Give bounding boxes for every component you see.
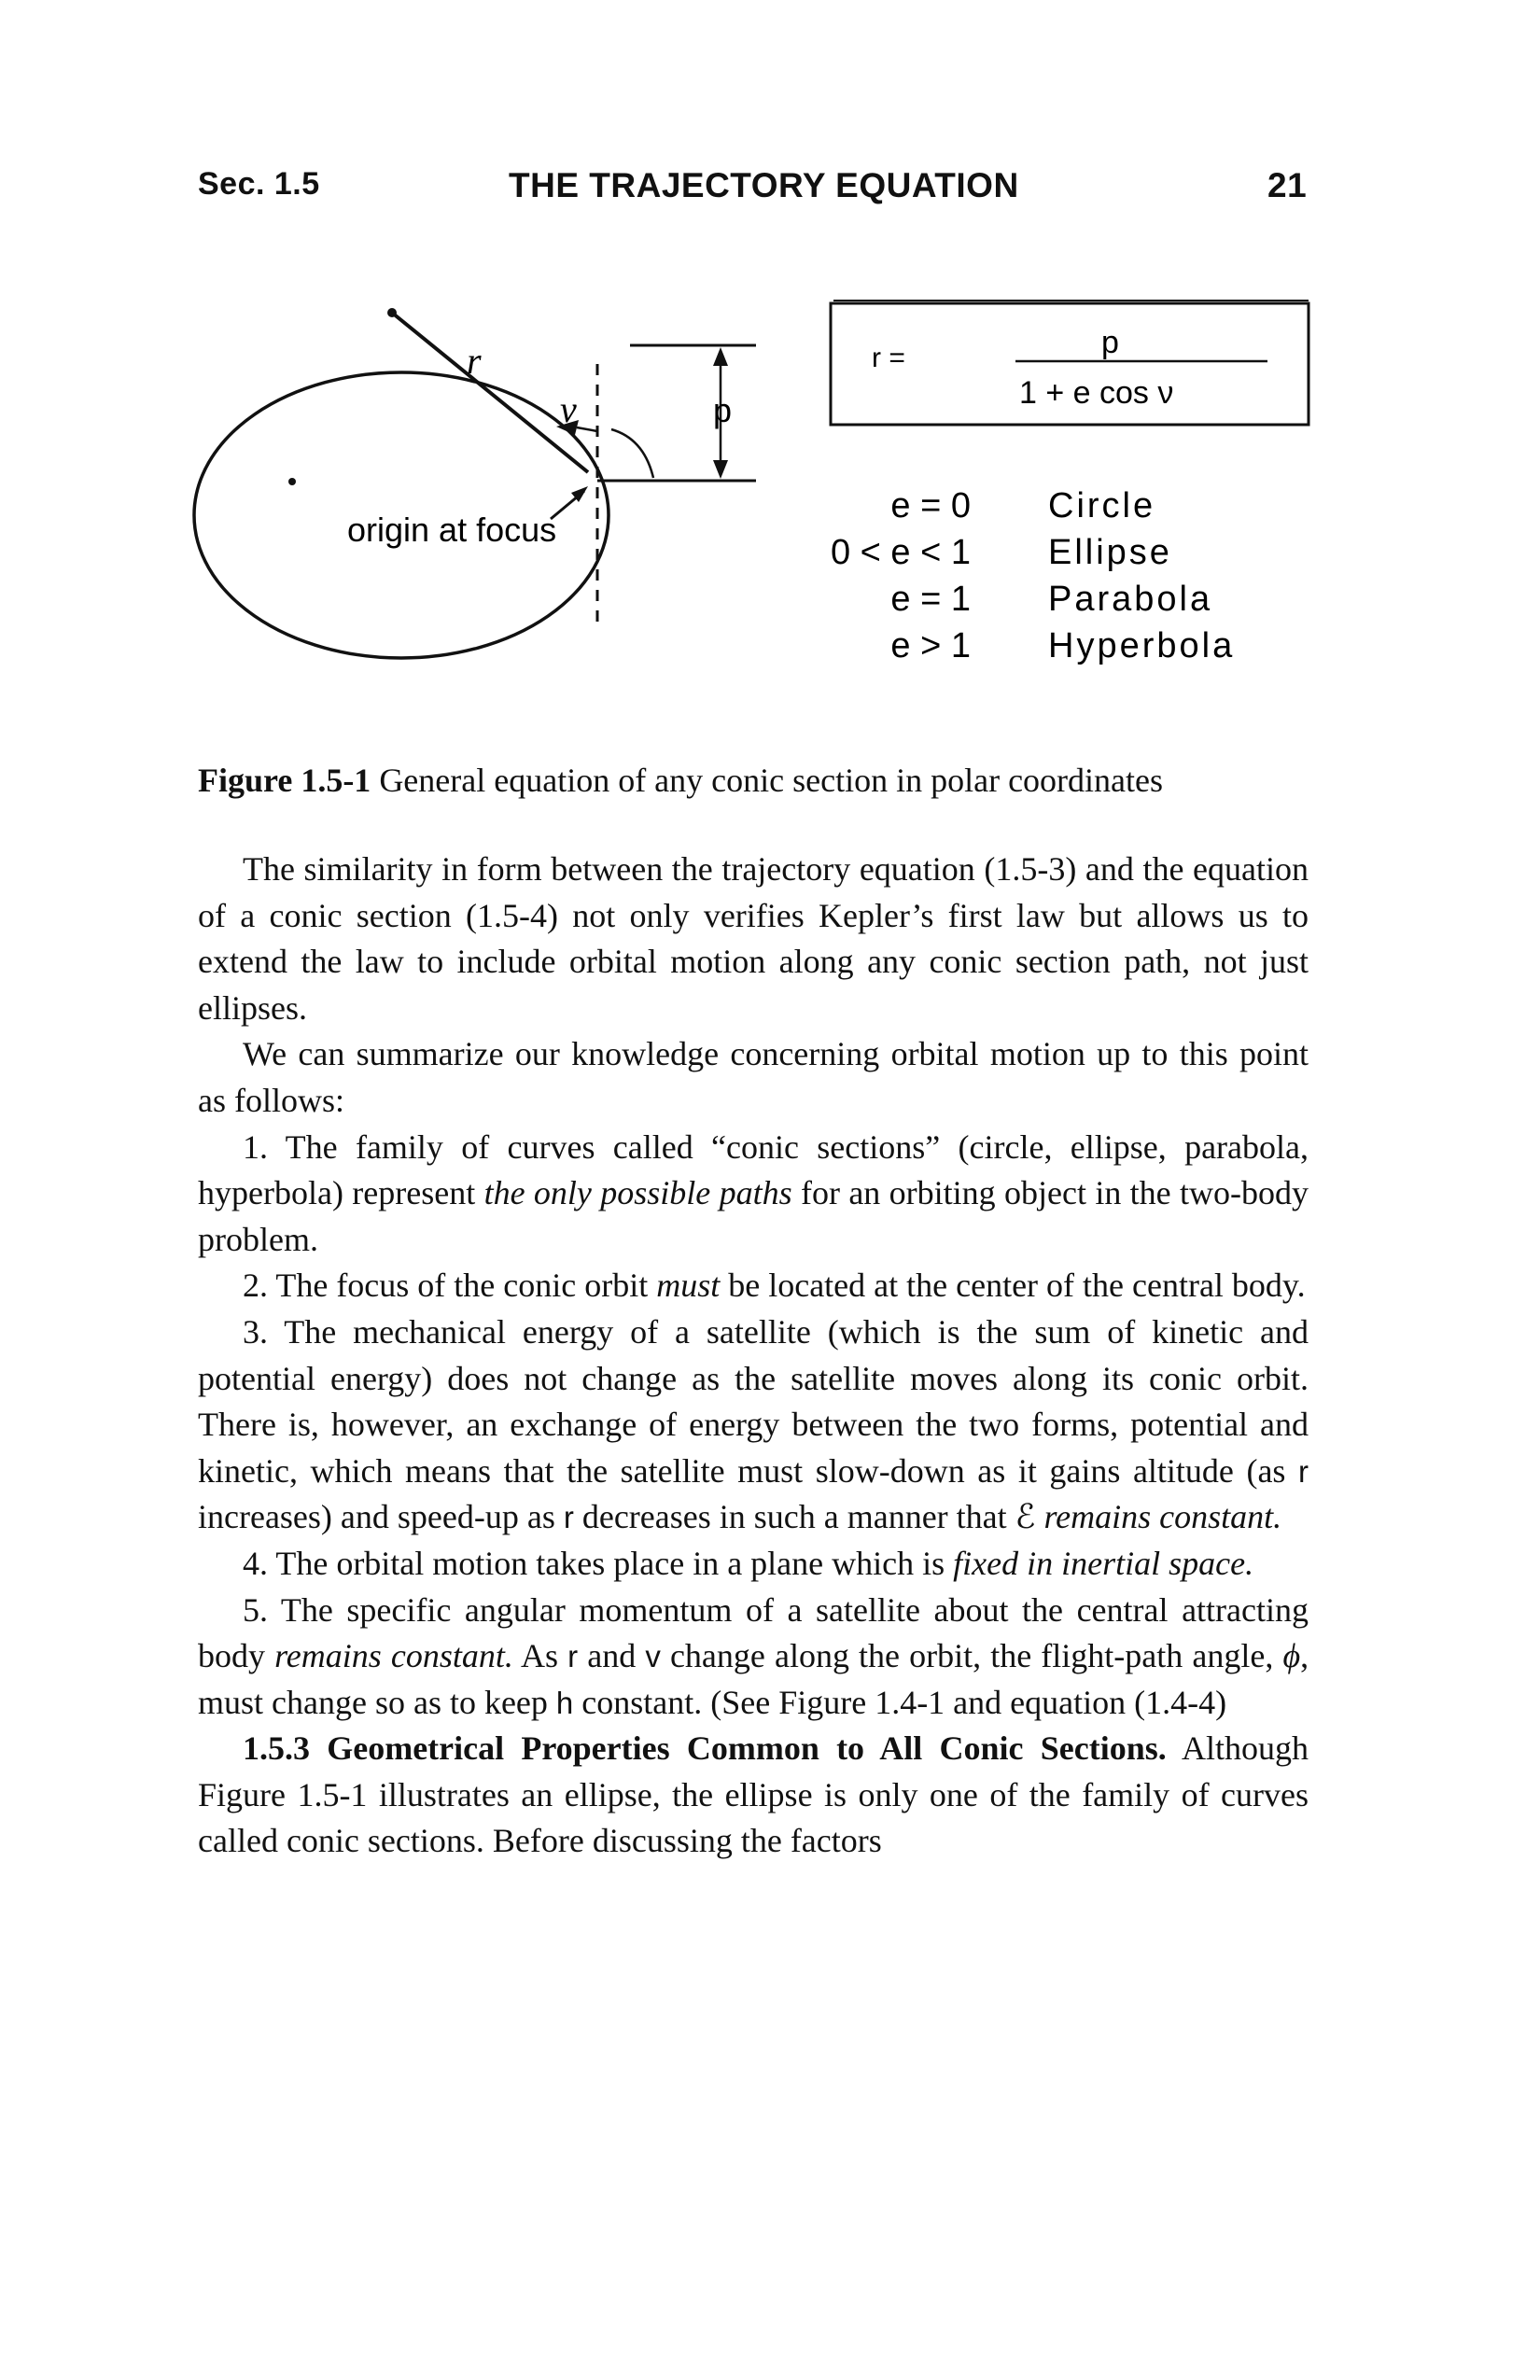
p-down-arrowhead (713, 460, 728, 479)
condition-circle: e = 0 (890, 486, 971, 525)
name-parabola: Parabola (1048, 580, 1213, 619)
item3-emphasis: remains constant. (1043, 1498, 1282, 1536)
item5-emphasis: remains constant. (274, 1637, 513, 1675)
figure-caption-text: General equation of any conic section in polar coordinates (379, 762, 1164, 799)
item1-text-b: for an orbiting object in the two-body problem. (198, 1174, 1309, 1258)
condition-ellipse: 0 < e < 1 (830, 533, 971, 572)
equation-numerator: p (1101, 325, 1119, 360)
running-title: THE TRAJECTORY EQUATION (509, 166, 1019, 204)
page-number: 21 (1267, 166, 1308, 204)
list-item-4 (198, 1541, 1309, 1588)
subsection-text: Although Figure 1.5-1 illustrates an ellipse, the ellipse is only one of the family of curves called conic sections. Before discussing the factors (198, 1729, 1309, 1860)
name-hyperbola: Hyperbola (1048, 626, 1236, 665)
item3-var-r2: r (563, 1500, 574, 1535)
figure-caption-label: Figure 1.5-1 (198, 762, 371, 799)
list-item-5 (198, 1588, 1309, 1727)
item5-var-v: v (645, 1639, 661, 1674)
equation-denominator: 1 + e cos ν (1019, 375, 1174, 411)
true-anomaly-arc (611, 429, 653, 478)
condition-hyperbola: e > 1 (890, 626, 971, 665)
item2-text-a: 2. The focus of the conic orbit (243, 1267, 649, 1305)
item5-var-h: h (555, 1685, 574, 1720)
item5-text-e: constant. (See Figure 1.4-1 and equation (1.4-4) (581, 1683, 1227, 1721)
conic-section-figure (0, 0, 1540, 747)
figure-caption (198, 761, 1163, 800)
item2-text-b: be located at the center of the central body. (728, 1267, 1306, 1305)
origin-focus-label: origin at focus (347, 511, 557, 549)
item5-var-r: r (567, 1639, 579, 1674)
paragraph-1: The similarity in form between the trajectory equation (1.5-3) and the equation of a conic section (1.5-4) not only verifies Kepler’s first law but allows us to extend the law to include orbital motion along any conic section path, not just ellipses. (198, 850, 1309, 1027)
list-item-1 (198, 1125, 1309, 1264)
equation-lhs: r = (872, 343, 905, 373)
item1-emphasis: the only possible paths (483, 1174, 792, 1212)
list-item-3 (198, 1309, 1309, 1541)
section-label: Sec. 1.5 (198, 166, 320, 202)
item3-energy-symbol: ℰ (1015, 1498, 1036, 1536)
subsection-paragraph (198, 1726, 1309, 1865)
item3-var-r1: r (1298, 1453, 1309, 1489)
item5-text-c: change along the orbit, the flight-path angle, (669, 1637, 1274, 1675)
body-text (198, 847, 1309, 1865)
item5-text-a: 5. The specific angular momentum of a satellite about the central attracting body (198, 1590, 1309, 1675)
item3-text-c: decreases in such a manner that (581, 1498, 1007, 1536)
item4-text-a: 4. The orbital motion takes place in a plane which is (243, 1544, 945, 1582)
item3-text-a: 3. The mechanical energy of a satellite (which is the sum of kinetic and potential energy) does not change as the satellite moves along its conic orbit. There is, however, an exchange of energy between the two forms, potential and kinetic, which means that the satellite must slow-down as it gains altitude (as (198, 1312, 1309, 1490)
item5-and: and (587, 1637, 637, 1675)
paragraph-2: We can summarize our knowledge concerning orbital motion up to this point as follows: (198, 1035, 1309, 1119)
true-anomaly-arrow-tail (577, 427, 597, 431)
item5-text-d: , must change so as to keep (198, 1637, 1309, 1721)
satellite-point (387, 308, 397, 317)
nu-label: ν (560, 388, 577, 430)
radius-vector-line (392, 313, 588, 472)
item3-text-b: increases) and speed-up as (198, 1498, 555, 1536)
r-label: r (467, 340, 482, 382)
empty-focus-dot (288, 478, 296, 485)
item5-phi: ϕ (1282, 1637, 1301, 1675)
p-dimension-label: p (713, 391, 733, 429)
item2-emphasis: must (656, 1267, 721, 1305)
name-circle: Circle (1048, 486, 1156, 525)
name-ellipse: Ellipse (1048, 533, 1172, 572)
p-up-arrowhead (713, 347, 728, 366)
item5-text-b: As (521, 1637, 559, 1675)
item4-emphasis: fixed in inertial space. (953, 1544, 1254, 1582)
item1-text-a: 1. The family of curves called “conic sections” (circle, ellipse, parabola, hyperbola) represent (198, 1127, 1309, 1212)
list-item-2 (198, 1263, 1309, 1309)
condition-parabola: e = 1 (890, 580, 971, 619)
subsection-heading: 1.5.3 Geometrical Properties Common to All Conic Sections. (243, 1729, 1167, 1768)
